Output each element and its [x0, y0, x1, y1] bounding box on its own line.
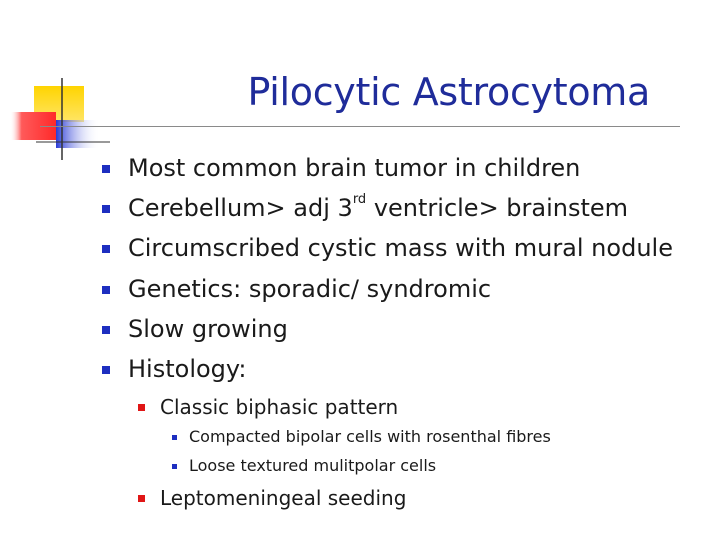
bullet-square-icon	[172, 435, 177, 440]
bullet-square-icon	[102, 286, 110, 294]
bullet-square-icon	[102, 326, 110, 334]
bullet-square-icon	[172, 464, 177, 469]
bullet-square-icon	[102, 245, 110, 253]
bullet-square-icon	[138, 495, 145, 502]
bullet-square-icon	[102, 165, 110, 173]
bullet-square-icon	[102, 366, 110, 374]
bullet-square-icon	[102, 205, 110, 213]
title-divider	[40, 126, 680, 127]
bullet-square-icon	[138, 404, 145, 411]
slide-title: Pilocytic Astrocytoma	[247, 70, 650, 114]
decorative-corner-graphic	[0, 0, 120, 170]
